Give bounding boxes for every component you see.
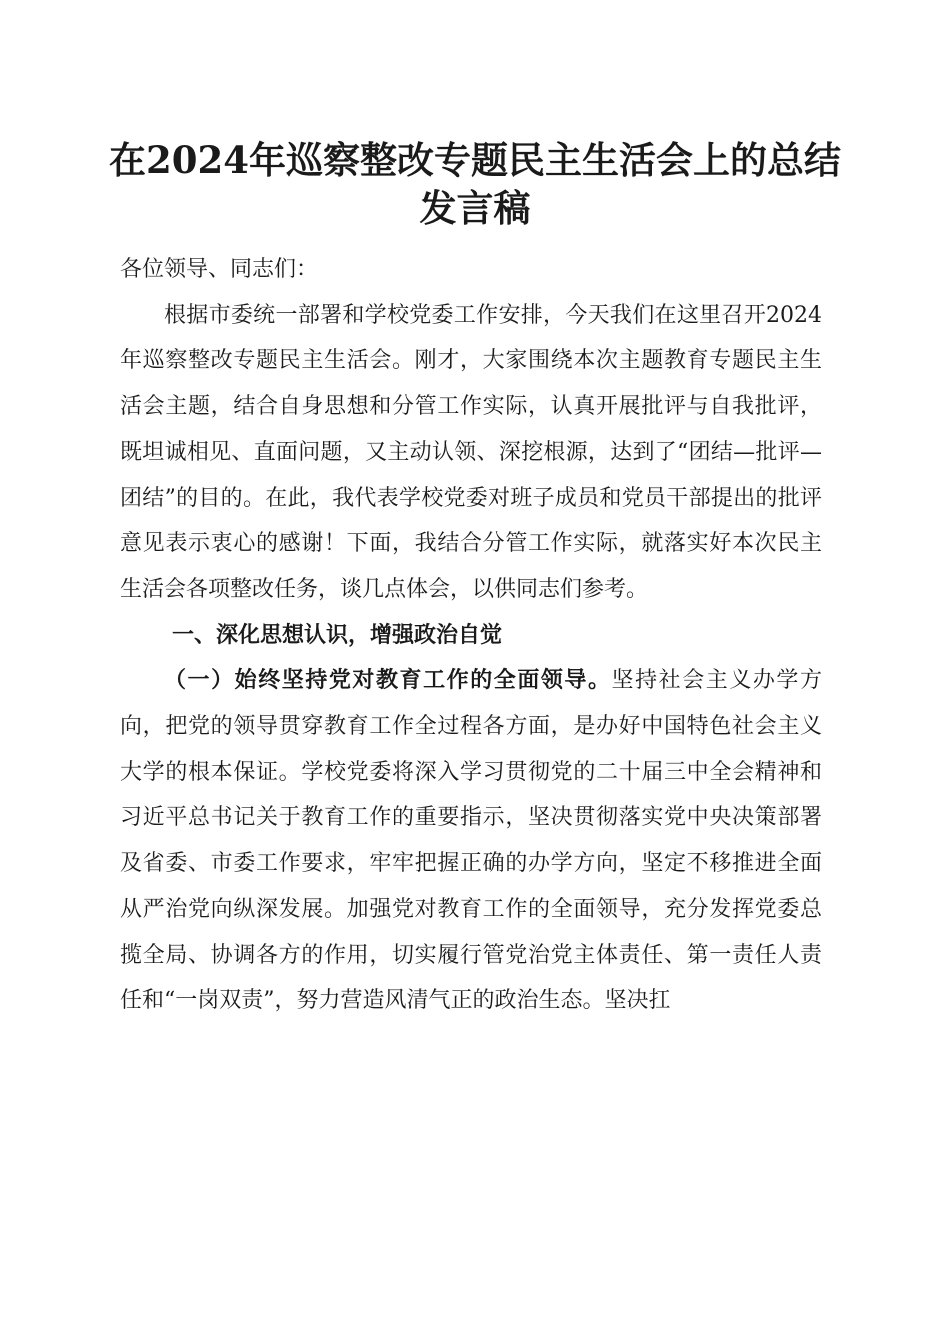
document-title-line-1: 在2024年巡察整改专题民主生活会上的总结 bbox=[109, 138, 841, 182]
document-title-line-2: 发言稿 bbox=[419, 186, 531, 230]
intro-paragraph: 根据市委统一部署和学校党委工作安排，今天我们在这里召开2024年巡察整改专题民主生活会。刚才，大家围绕本次主题教育专题民主生活会主题，结合自身思想和分管工作实际，认真开展批评与自我批评，既坦诚相见、直面问题，又主动认领、深挖根源，达到了“团结—批评—团结”的目的。在此，我代表学校党委对班子成员和党员干部提出的批评意见表示衷心的感谢！下面，我结合分管工作实际，就落实好本次民主生活会各项整改任务，谈几点体会，以供同志们参考。 bbox=[120, 302, 822, 602]
section-1-sub-1-heading: （一）始终坚持党对教育工作的全面领导。 bbox=[164, 667, 612, 694]
section-1-sub-1-paragraph bbox=[120, 658, 822, 1024]
document-body bbox=[120, 247, 822, 1024]
section-1-heading: 一、深化思想认识，增强政治自觉 bbox=[172, 622, 503, 648]
salutation: 各位领导、同志们： bbox=[120, 257, 319, 282]
section-1-sub-1-text: 坚持社会主义办学方向，把党的领导贯穿教育工作全过程各方面，是办好中国特色社会主义大学的根本保证。学校党委将深入学习贯彻党的二十届三中全会精神和习近平总书记关于教育工作的重要指示，坚决贯彻落实党中央决策部署及省委、市委工作要求，牢牢把握正确的办学方向，坚定不移推进全面从严治党向纵深发展。加强党对教育工作的全面领导，充分发挥党委总揽全局、协调各方的作用，切实履行管党治党主体责任、第一责任人责任和“一岗双责”，努力营造风清气正的政治生态。坚决扛 bbox=[120, 668, 822, 1014]
